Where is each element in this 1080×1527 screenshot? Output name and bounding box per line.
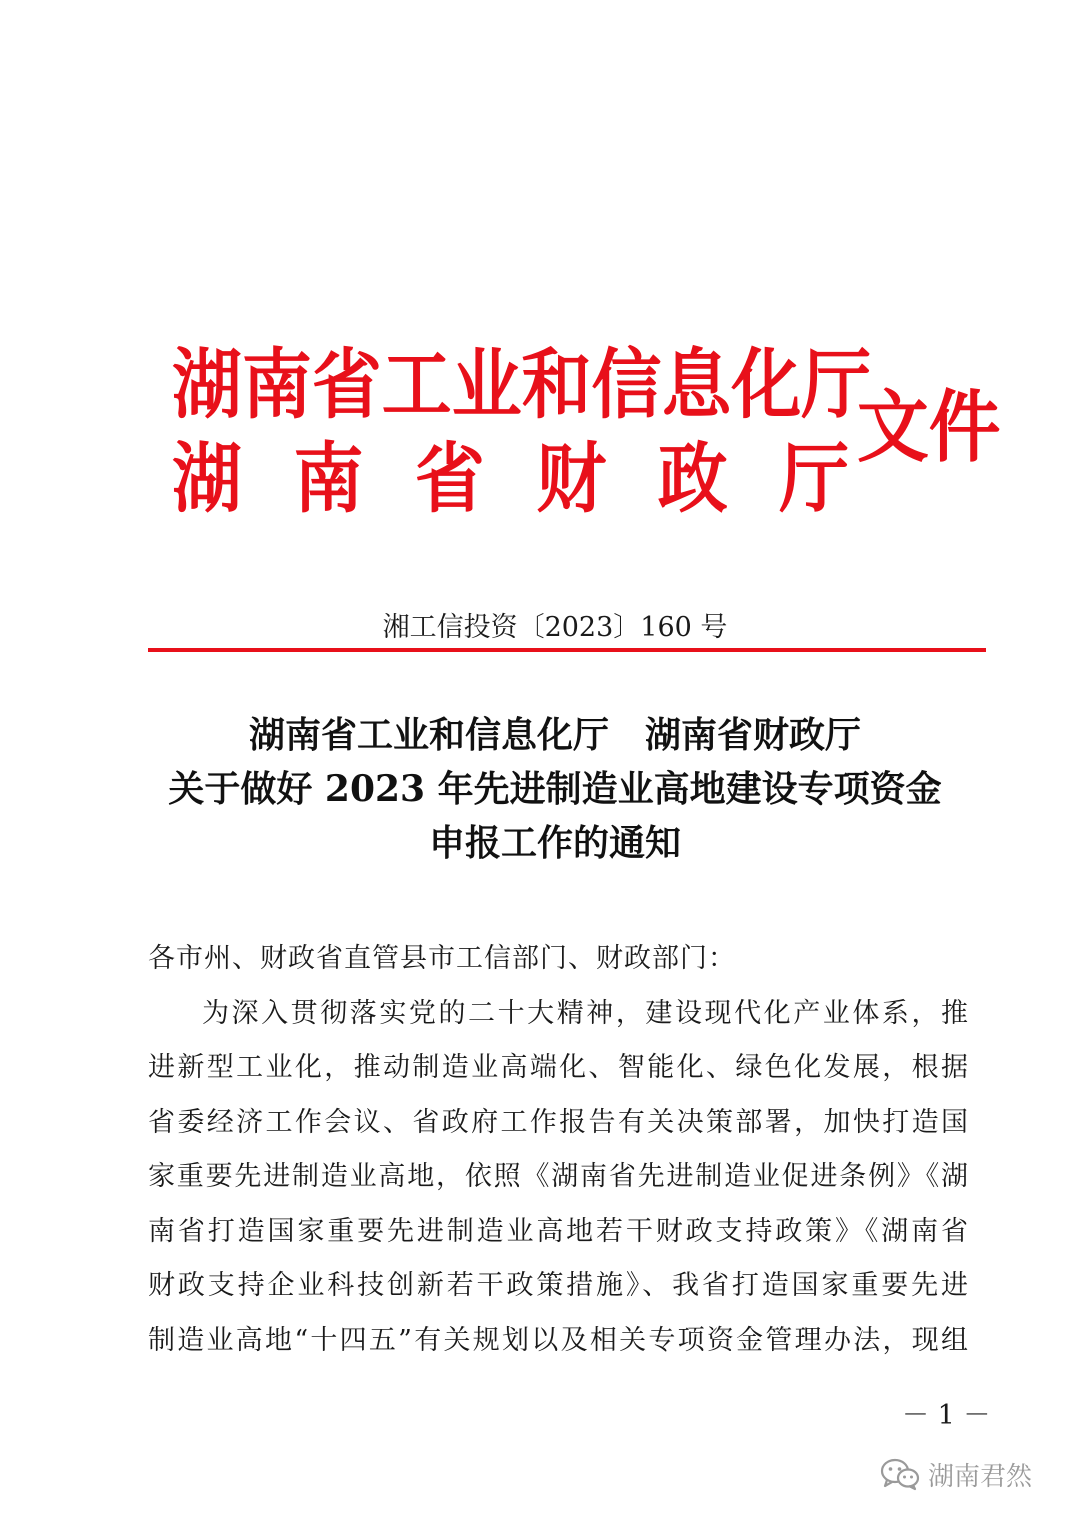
wechat-icon xyxy=(880,1457,920,1491)
body-line: 家重要先进制造业高地，依照《湖南省先进制造业促进条例》《湖 xyxy=(148,1161,968,1192)
title-line-2: 关于做好 2023 年先进制造业高地建设专项资金 xyxy=(168,768,942,810)
issuing-authority-header xyxy=(172,340,1002,540)
body-line: 省委经济工作会议、省政府工作报告有关决策部署，加快打造国 xyxy=(148,1106,968,1138)
title-line-1: 湖南省工业和信息化厅 湖南省财政厅 xyxy=(248,714,861,756)
body-line: 财政支持企业科技创新若干政策措施》、我省打造国家重要先进 xyxy=(148,1270,968,1301)
header-line-industry-department: 湖南省工业和信息化厅 xyxy=(172,340,872,429)
body-line: 制造业高地“十四五”有关规划以及相关专项资金管理办法，现组 xyxy=(148,1324,968,1356)
page-number: － 1 － xyxy=(902,1400,991,1431)
account-watermark xyxy=(880,1452,1032,1496)
header-line-finance-department: 湖南省财政厅 xyxy=(172,434,901,523)
document-number: 湘工信投资〔2023〕160 号 xyxy=(382,612,728,643)
body-line: 为深入贯彻落实党的二十大精神，建设现代化产业体系，推 xyxy=(202,997,968,1029)
watermark-text: 湖南君然 xyxy=(928,1461,1033,1492)
red-separator-line xyxy=(148,648,986,652)
document-body xyxy=(148,932,968,1368)
title-line-3: 申报工作的通知 xyxy=(428,822,681,864)
header-document-suffix: 文件 xyxy=(857,382,1001,473)
body-line: 南省打造国家重要先进制造业高地若干财政支持政策》《湖南省 xyxy=(148,1215,968,1247)
body-line: 进新型工业化，推动制造业高端化、智能化、绿色化发展，根据 xyxy=(148,1052,968,1083)
document-title xyxy=(0,708,1080,870)
salutation: 各市州、财政省直管县市工信部门、财政部门： xyxy=(148,943,736,974)
